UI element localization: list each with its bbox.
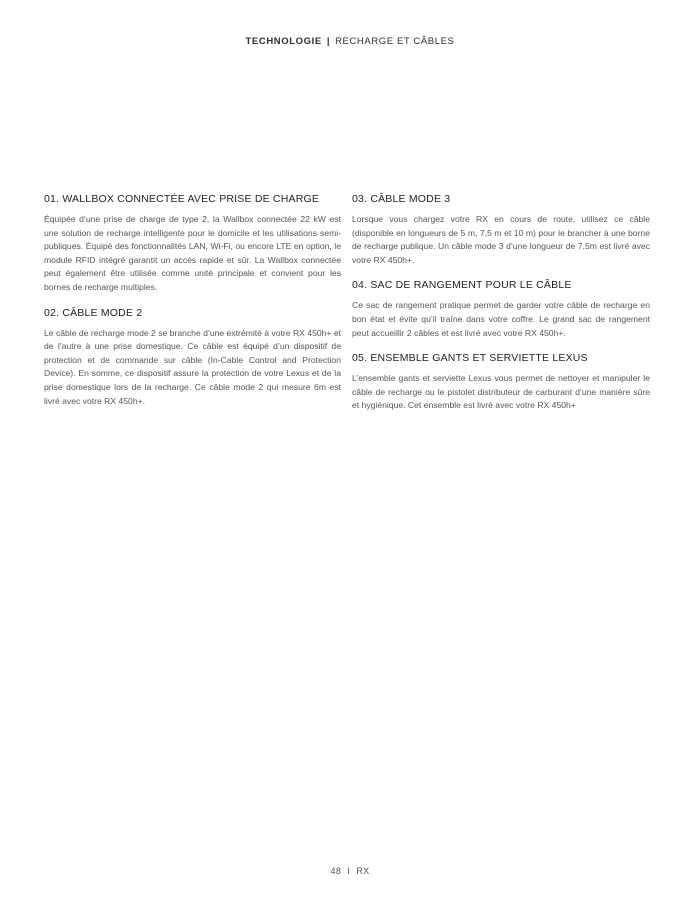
- section-text: Ce sac de rangement pratique permet de garder votre câble de recharge en bon état et évite qu’il traîne dans votre coffre. Le grand sac de rangement peut accueillir 2 câbles et est livré avec votre RX 450h+.: [352, 300, 650, 338]
- section-cable-mode-3: [352, 193, 650, 267]
- section-text: Le câble de recharge mode 2 se branche d’une extrémité à votre RX 450h+ et de l’autre à une prise domestique. Ce câble est équipé d’un dispositif de protection et de commande sur câble (In-Cable Control and Protection Device). En somme, ce dispositif assure la protection de votre Lexus et de la prise domestique lors de la recharge. Ce câble mode 2 qui mesure 6m est livré avec votre RX 450h+.: [44, 327, 341, 406]
- section-title: 05. ENSEMBLE GANTS ET SERVIETTE LEXUS: [352, 352, 588, 365]
- section-title: 01. WALLBOX CONNECTÉE AVEC PRISE DE CHARGE: [44, 193, 320, 205]
- section-wallbox: [44, 193, 341, 295]
- header-section: TECHNOLOGIE: [245, 36, 322, 47]
- footer-label: RX: [356, 866, 370, 876]
- section-gloves-towel: [352, 352, 650, 413]
- page-number: 48: [330, 866, 342, 876]
- section-title: 02. CÂBLE MODE 2: [44, 306, 143, 319]
- section-title: 03. CÂBLE MODE 3: [352, 193, 451, 205]
- header-separator: |: [326, 36, 331, 47]
- section-text: Lorsque vous chargez votre RX en cours de route, utilisez ce câble (disponible en longueurs de 5 m, 7,5 m et 10 m) pour le brancher à une borne de recharge publique. Un câble mode 3 d’une longueur de 7,5m est livré avec votre RX 450h+.: [352, 214, 650, 265]
- footer-separator: I: [347, 866, 351, 876]
- page-header: [0, 36, 700, 47]
- section-text: L’ensemble gants et serviette Lexus vous permet de nettoyer et manipuler le câble de recharge ou le pistolet distributeur de carburant d’une manière sûre et hygiénique. Cet ensemble est livré avec votre RX 450h+: [352, 373, 650, 411]
- section-cable-mode-2: [44, 307, 341, 409]
- right-column: [352, 193, 650, 425]
- section-text: Équipée d’une prise de charge de type 2, la Wallbox connectée 22 kW est une solution de recharge intelligente pour le domicile et les utilisations semi-publiques. Équipé des fonctionnalités LAN, Wi-Fi, ou encore LTE en option, le module RFID intégré garantit un accès rapide et sûr. La Wallbox connectée peut également être utilisée comme unité principale et convient pour les bornes de recharge multiples.: [44, 214, 341, 292]
- section-title: 04. SAC DE RANGEMENT POUR LE CÂBLE: [352, 279, 572, 292]
- section-storage-bag: [352, 279, 650, 340]
- header-subsection: RECHARGE ET CÂBLES: [335, 36, 455, 47]
- left-column: [44, 193, 341, 420]
- page-footer: [0, 866, 700, 876]
